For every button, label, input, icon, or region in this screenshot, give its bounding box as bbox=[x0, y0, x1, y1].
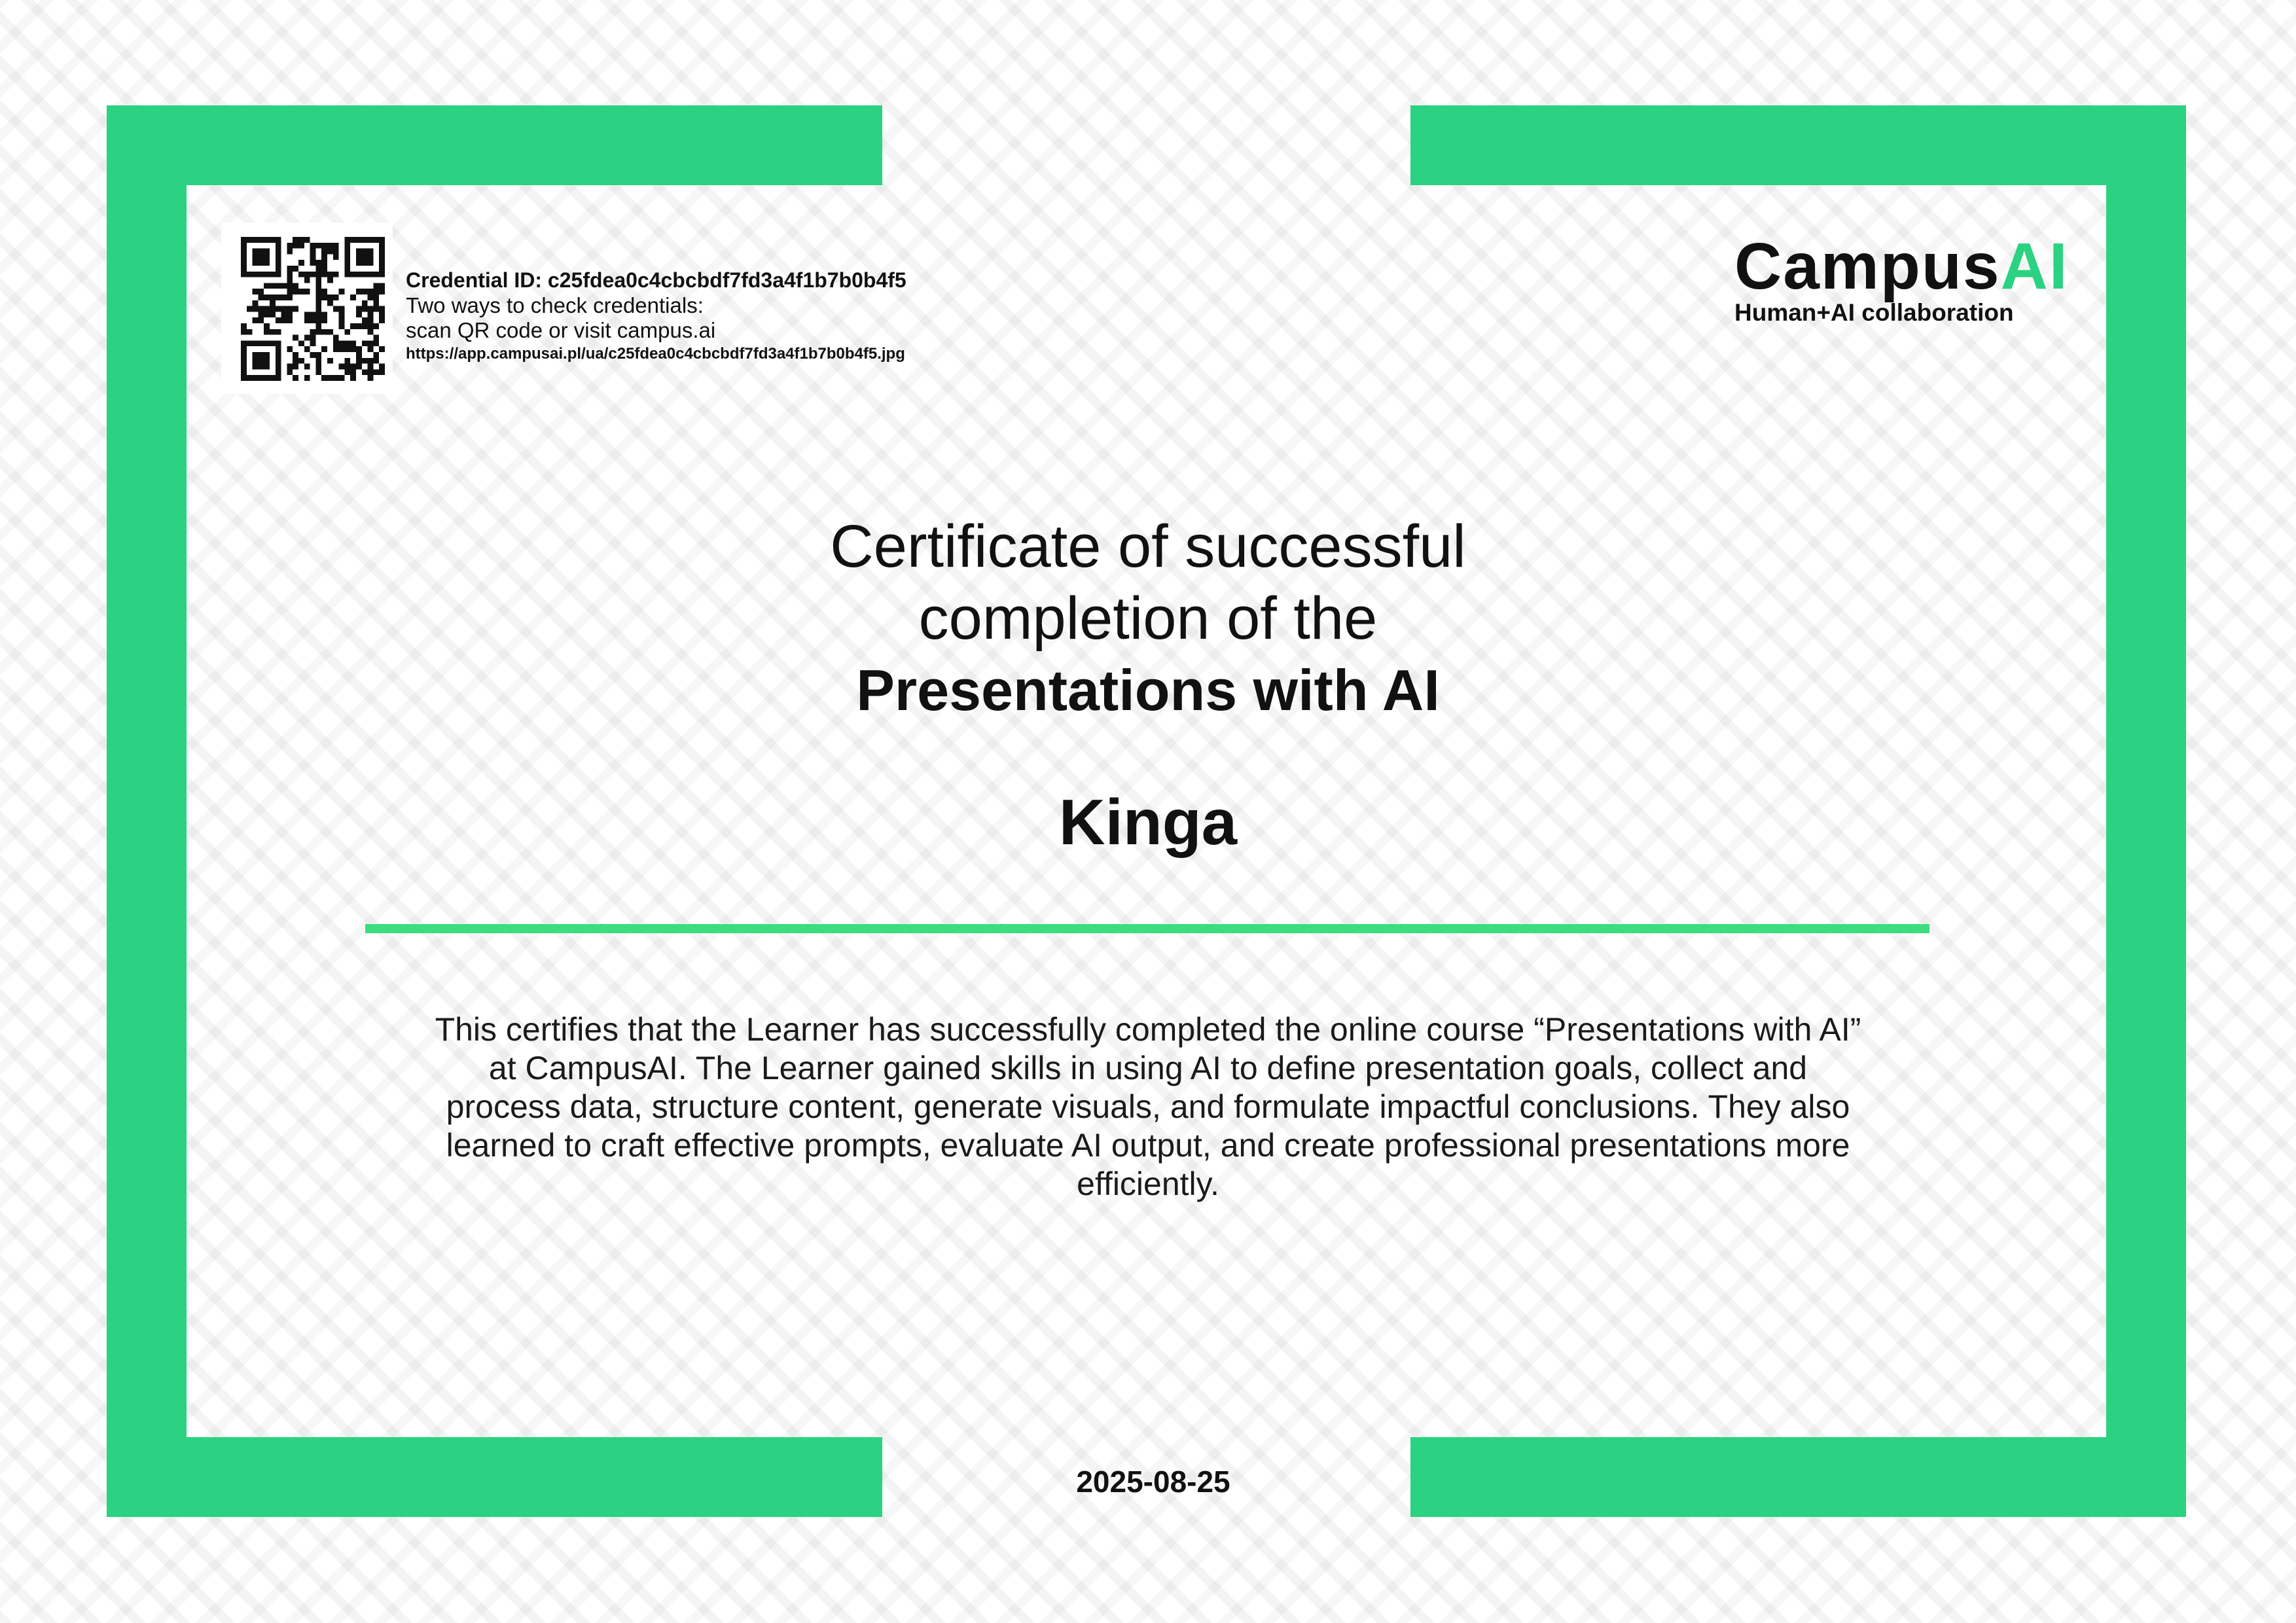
issue-date: 2025-08-25 bbox=[1076, 1465, 1230, 1499]
qr-code[interactable] bbox=[221, 223, 393, 394]
frame-bottom-right-bar bbox=[1410, 1437, 2186, 1517]
frame-top-left-bar bbox=[107, 105, 882, 185]
title-line-1: Certificate of successful bbox=[830, 513, 1466, 580]
course-name: Presentations with AI bbox=[856, 658, 1440, 722]
credential-url-link[interactable]: https://app.campusai.pl/ua/c25fdea0c4cbcbdf7fd3a4f1b7b0b4f5.jpg bbox=[406, 345, 905, 363]
credential-id-value: c25fdea0c4cbcbdf7fd3a4f1b7b0b4f5 bbox=[547, 268, 906, 292]
logo-ai-text: AI bbox=[2000, 230, 2069, 303]
frame-bottom-left-bar bbox=[107, 1437, 882, 1517]
certificate-title bbox=[493, 510, 1803, 726]
frame-left-bar bbox=[107, 105, 187, 1517]
frame-top-right-bar bbox=[1410, 105, 2186, 185]
certificate-description: This certifies that the Learner has successfully completed the online course “Presentations with AI” at CampusAI. The Learner gained skills in using AI to define presentation goals, collect and process data, structure content, generate visuals, and formulate impactful conclusions. They also learned to craft effective prompts, evaluate AI output, and create professional presentations more efficiently. bbox=[435, 1011, 1861, 1202]
divider-line bbox=[365, 924, 1929, 933]
credential-id-label: Credential ID: bbox=[406, 268, 543, 292]
recipient-name: Kinga bbox=[1058, 786, 1238, 858]
credential-check-line-1: Two ways to check credentials: bbox=[406, 293, 704, 317]
credential-id bbox=[406, 267, 1060, 293]
logo-campus-text: Campus bbox=[1734, 230, 2001, 303]
logo-wordmark bbox=[1734, 230, 2069, 303]
title-line-2: completion of the bbox=[918, 585, 1378, 652]
frame-right-bar bbox=[2106, 105, 2186, 1517]
qr-code-image bbox=[241, 237, 385, 381]
logo-tagline: Human+AI collaboration bbox=[1734, 299, 2014, 326]
credential-check-line-2: scan QR code or visit campus.ai bbox=[406, 318, 716, 342]
credential-info bbox=[406, 267, 1060, 365]
campusai-logo bbox=[1734, 230, 2069, 327]
